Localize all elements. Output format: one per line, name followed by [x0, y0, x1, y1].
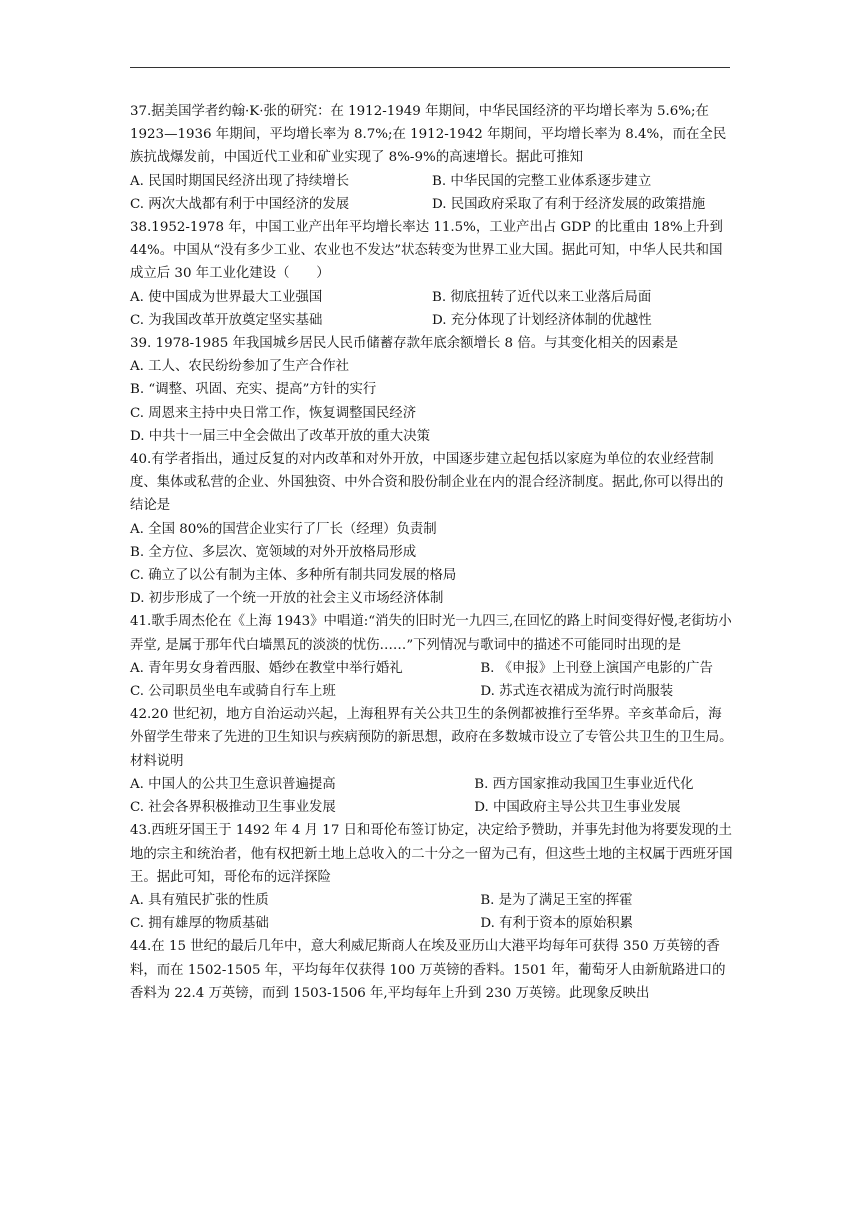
option-d: D. 苏式连衣裙成为流行时尚服装: [480, 684, 674, 700]
option-a: A. 全国 80%的国营企业实行了厂长（经理）负责制: [130, 521, 437, 537]
option-d: D. 民国政府采取了有利于经济发展的政策措施: [432, 196, 706, 212]
option-b: B. 中华民国的完整工业体系逐步建立: [432, 173, 652, 189]
option-d: D. 初步形成了一个统一开放的社会主义市场经济体制: [130, 591, 444, 607]
option-a: A. 工人、农民纷纷参加了生产合作社: [130, 359, 350, 375]
option-row: [130, 193, 734, 216]
option-a: A. 具有殖民扩张的性质: [130, 892, 269, 908]
option-a: A. 民国时期国民经济出现了持续增长: [130, 173, 350, 189]
option-a: A. 使中国成为世界最大工业强国: [130, 289, 323, 305]
question-stem: 44.在 15 世纪的最后几年中，意大利威尼斯商人在埃及亚历山大港平均每年可获得 350 万英镑的香料，而在 1502-1505 年，平均每年仅获得 100 万英镑的香料。1501 年，葡萄牙人由新航路进口的香料为 22.4 万英镑，而到 1503-1506 年,平均每年上升到 230 万英镑。此现象反映出: [130, 939, 726, 1001]
option-b: B. 彻底扭转了近代以来工业落后局面: [432, 289, 652, 305]
option-d: D. 中共十一届三中全会做出了改革开放的重大决策: [130, 428, 430, 444]
question-stem: 43.西班牙国王于 1492 年 4 月 17 日和哥伦布签订协定，决定给予赞助，并事先封他为将要发现的土地的宗主和统治者，他有权把新土地上总收入的二十分之一留为己有，但这些土地的主权属于西班牙国王。据此可知，哥伦布的远洋探险: [130, 823, 733, 885]
question-stem: 42.20 世纪初，地方自治运动兴起，上海租界有关公共卫生的条例都被推行至华界。辛亥革命后，海外留学生带来了先进的卫生知识与疾病预防的新思想，政府在多数城市设立了专管公共卫生的卫生局。材料说明: [130, 707, 733, 769]
question-stem: 39. 1978-1985 年我国城乡居民人民币储蓄存款年底余额增长 8 倍。与其变化相关的因素是: [130, 336, 679, 352]
option-a: A. 青年男女身着西服、婚纱在教堂中举行婚礼: [130, 660, 403, 676]
option-row: [130, 796, 734, 819]
question-stem: 38.1952-1978 年，中国工业产出年平均增长率达 11.5%，工业产出占 GDP 的比重由 18%上升到 44%。中国从“没有多少工业、农业也不发达”状态转变为世界工业大国。据此可知，中华人民共和国成立后 30 年工业化建设（ ）: [130, 220, 723, 282]
option-d: D. 有利于资本的原始积累: [480, 916, 633, 932]
option-c: C. 社会各界积极推动卫生事业发展: [130, 800, 336, 816]
option-row: [130, 773, 734, 796]
option-row: [130, 286, 734, 309]
option-b: B. 是为了满足王室的挥霍: [480, 892, 633, 908]
option-row: [130, 170, 734, 193]
question-list: [130, 100, 734, 1005]
option-c: C. 确立了以公有制为主体、多种所有制共同发展的格局: [130, 568, 457, 584]
option-row: [130, 680, 734, 703]
option-b: B. 全方位、多层次、宽领域的对外开放格局形成: [130, 544, 417, 560]
option-row: [130, 889, 734, 912]
option-a: A. 中国人的公共卫生意识普遍提高: [130, 776, 336, 792]
option-row: [130, 657, 734, 680]
option-c: C. 两次大战都有利于中国经济的发展: [130, 196, 350, 212]
option-d: D. 充分体现了计划经济体制的优越性: [432, 312, 652, 328]
option-b: B. 《申报》上刊登上演国产电影的广告: [480, 660, 713, 676]
option-row: [130, 309, 734, 332]
option-d: D. 中国政府主导公共卫生事业发展: [474, 800, 681, 816]
question-stem: 37.据美国学者约翰·K·张的研究：在 1912-1949 年期间，中华民国经济的平均增长率为 5.6%;在 1923—1936 年期间，平均增长率为 8.7%;在 1912-1942 年期间，平均增长率为 8.4%，而在全民族抗战爆发前，中国近代工业和矿业实现了 8%-9%的高速增长。据此可推知: [130, 104, 727, 166]
option-b: B. “调整、巩固、充实、提高”方针的实行: [130, 382, 377, 398]
option-c: C. 公司职员坐电车或骑自行车上班: [130, 684, 336, 700]
option-row: [130, 912, 734, 935]
header-rule: [130, 67, 730, 68]
option-b: B. 西方国家推动我国卫生事业近代化: [474, 776, 694, 792]
question-stem: 41.歌手周杰伦在《上海 1943》中唱道:“消失的旧时光一九四三,在回忆的路上时间变得好慢,老街坊小弄堂, 是属于那年代白墙黑瓦的淡淡的忧伤……”下列情况与歌词中的描述不可能同时出现的是: [130, 614, 732, 653]
option-c: C. 周恩来主持中央日常工作，恢复调整国民经济: [130, 405, 417, 421]
question-stem: 40.有学者指出，通过反复的对内改革和对外开放，中国逐步建立起包括以家庭为单位的农业经营制度、集体或私营的企业、外国独资、中外合资和股份制企业在内的混合经济制度。据此,你可以得出的结论是: [130, 452, 724, 514]
option-c: C. 为我国改革开放奠定坚实基础: [130, 312, 323, 328]
option-c: C. 拥有雄厚的物质基础: [130, 916, 269, 932]
